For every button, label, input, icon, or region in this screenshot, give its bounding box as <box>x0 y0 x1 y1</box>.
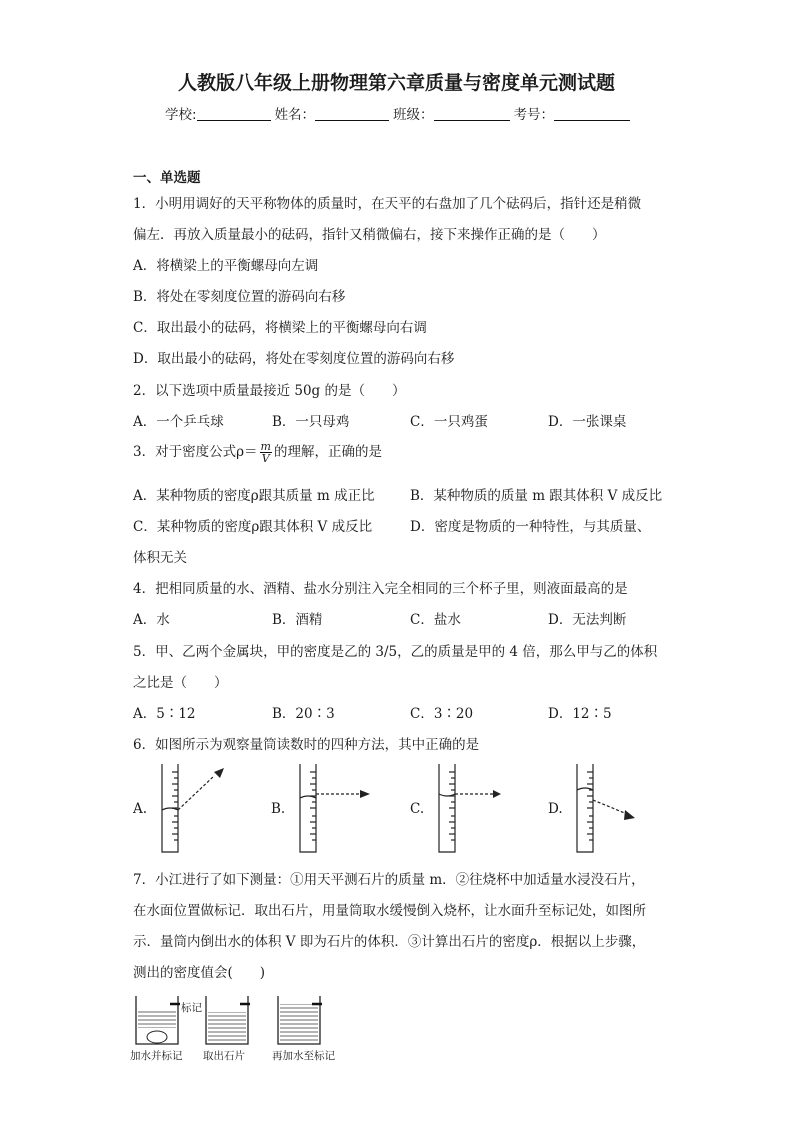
beaker-caption-1: 加水并标记 <box>130 1050 183 1062</box>
q4-option-d: D．无法判断 <box>548 612 627 628</box>
q1-option-d: D．取出最小的砝码，将处在零刻度位置的游码向右移 <box>133 351 455 367</box>
q5-stem-line1: 5．甲、乙两个金属块，甲的密度是乙的 3/5，乙的质量是甲的 4 倍，那么甲与乙的体积 <box>133 644 658 660</box>
q7-stem-line4: 测出的密度值会( ) <box>133 965 266 981</box>
formula-numerator: m <box>260 440 271 453</box>
q2-stem: 2．以下选项中质量最接近 50g 的是（ ） <box>133 383 406 399</box>
eye-icon <box>214 768 224 778</box>
q5-option-b: B．20∶3 <box>272 706 335 722</box>
beaker-step-2 <box>206 996 250 1044</box>
q5-option-d: D．12∶5 <box>548 706 612 722</box>
q1-stem-line1: 1．小明用调好的天平称物体的质量时，在天平的右盘加了几个砝码后，指针还是稍微 <box>133 196 642 212</box>
q2-option-d: D．一张课桌 <box>548 414 627 430</box>
section-heading: 一、单选题 <box>133 170 201 186</box>
q3-option-c: C．某种物质的密度ρ跟其体积 V 成反比 <box>133 519 373 535</box>
q6-figure-label-c: C. <box>410 801 425 817</box>
q2-option-a: A．一个乒乓球 <box>133 414 224 430</box>
density-formula-fraction <box>260 441 272 464</box>
student-info-line <box>165 103 634 123</box>
q1-option-b: B．将处在零刻度位置的游码向右移 <box>133 289 346 305</box>
q4-option-b: B．酒精 <box>272 612 323 628</box>
beaker-steps-figure <box>130 990 350 1050</box>
cylinder-view-c-figure <box>427 760 527 860</box>
formula-denominator: V <box>261 452 270 465</box>
cylinder-view-d-figure <box>565 760 665 860</box>
school-label: 学校: <box>165 107 197 123</box>
q3-option-b: B．某种物质的质量 m 跟其体积 V 成反比 <box>410 488 663 504</box>
class-label: 班级： <box>393 107 434 123</box>
q3-stem-post: 的理解，正确的是 <box>273 444 382 460</box>
q6-figure-label-a: A. <box>133 801 148 817</box>
q7-stem-line3: 示．量筒内倒出水的体积 V 即为石片的体积．③计算出石片的密度ρ．根据以上步骤， <box>133 934 646 950</box>
q2-option-c: C．一只鸡蛋 <box>410 414 488 430</box>
beaker-caption-2: 取出石片 <box>203 1050 245 1062</box>
q3-stem-pre: 3．对于密度公式ρ＝ <box>133 444 258 460</box>
page-title: 人教版八年级上册物理第六章质量与密度单元测试题 <box>177 72 615 94</box>
cylinder-view-b-figure <box>288 760 388 860</box>
beaker-step-3 <box>278 996 322 1044</box>
q7-stem-line2: 在水面位置做标记．取出石片，用量筒取水缓慢倒入烧杯，让水面升至标记处，如图所 <box>133 903 646 919</box>
name-label: 姓名： <box>274 107 316 123</box>
beaker-step-1 <box>136 996 180 1044</box>
q5-option-a: A．5∶12 <box>133 706 196 722</box>
q4-option-c: C．盐水 <box>410 612 461 628</box>
q1-option-c: C．取出最小的砝码，将横梁上的平衡螺母向右调 <box>133 320 427 336</box>
q4-stem: 4．把相同质量的水、酒精、盐水分别注入完全相同的三个杯子里，则液面最高的是 <box>133 581 628 597</box>
q7-stem-line1: 7．小江进行了如下测量：①用天平测石片的质量 m．②往烧杯中加适量水浸没石片， <box>133 872 645 888</box>
q6-figure-label-b: B. <box>271 801 286 817</box>
name-blank[interactable] <box>315 106 389 121</box>
q6-stem: 6．如图所示为观察量筒读数时的四种方法，其中正确的是 <box>133 737 480 753</box>
q3-stem <box>133 440 382 464</box>
q5-stem-line2: 之比是（ ） <box>133 675 228 691</box>
q6-figure-label-d: D. <box>548 801 563 817</box>
eye-icon <box>360 790 370 798</box>
mark-label: 标记 <box>181 1002 202 1014</box>
q2-option-b: B．一只母鸡 <box>272 414 350 430</box>
number-blank[interactable] <box>554 106 630 121</box>
cylinder-view-a-figure <box>150 760 240 860</box>
q3-option-a: A．某种物质的密度ρ跟其质量 m 成正比 <box>133 488 375 504</box>
q1-option-a: A．将横梁上的平衡螺母向左调 <box>133 258 319 274</box>
stone-icon <box>147 1031 167 1043</box>
number-label: 考号： <box>513 107 555 123</box>
class-blank[interactable] <box>434 106 510 121</box>
school-blank[interactable] <box>197 106 271 121</box>
q3-option-d-cont: 体积无关 <box>133 550 187 566</box>
beaker-caption-3: 再加水至标记 <box>272 1050 335 1062</box>
q3-option-d: D．密度是物质的一种特性，与其质量、 <box>410 519 651 535</box>
q1-stem-line2: 偏左．再放入质量最小的砝码，指针又稍微偏右，接下来操作正确的是（ ） <box>133 227 606 243</box>
q4-option-a: A．水 <box>133 612 170 628</box>
q5-option-c: C．3∶20 <box>410 706 474 722</box>
eye-icon <box>493 790 501 798</box>
eye-icon <box>624 810 635 820</box>
